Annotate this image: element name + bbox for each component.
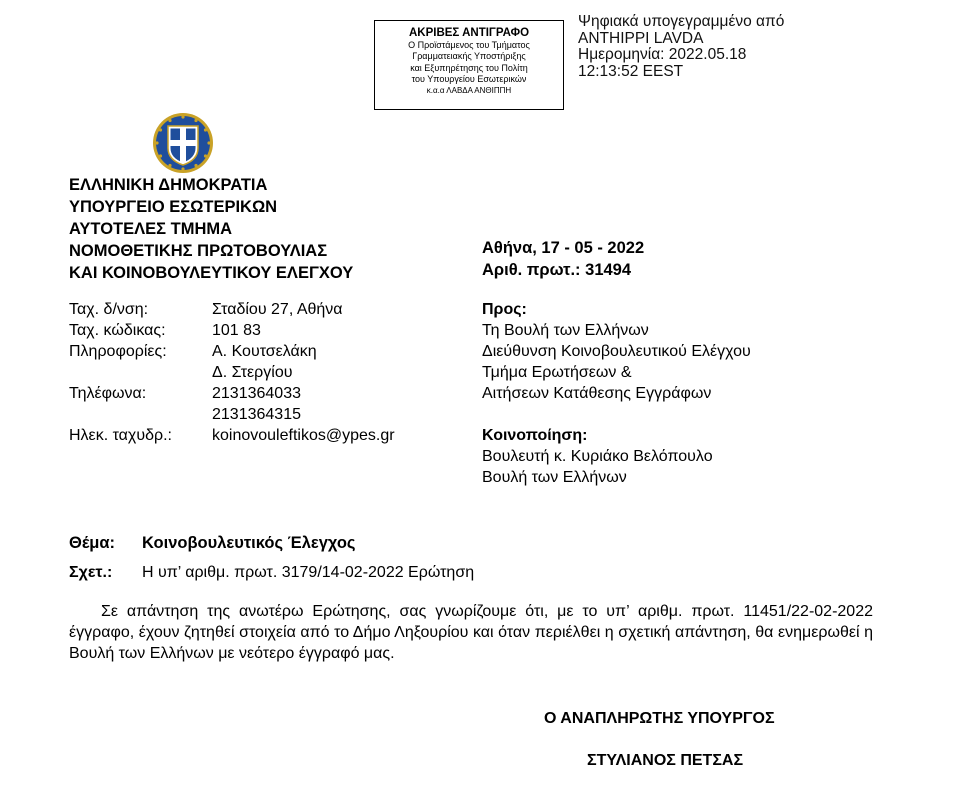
relation-label: Σχετ.: xyxy=(69,564,113,581)
to-label: Προς: xyxy=(482,301,527,318)
contact-value: 101 83 xyxy=(212,322,261,339)
stamp-line: και Εξυπηρέτησης του Πολίτη xyxy=(410,62,528,73)
stamp-line: κ.α.α ΛΑΒΔΑ ΑΝΘΙΠΠΗ xyxy=(426,86,512,96)
email-link: koinovouleftikos@ypes.gr xyxy=(212,427,395,444)
signature-line: ANTHIPPI LAVDA xyxy=(578,29,704,47)
header-line: ΥΠΟΥΡΓΕΙΟ ΕΣΩΤΕΡΙΚΩΝ xyxy=(69,198,278,216)
stamp-line: Γραμματειακής Υποστήριξης xyxy=(412,51,526,62)
relation-line xyxy=(69,563,474,583)
contact-value: Α. Κουτσελάκη xyxy=(212,343,317,360)
body-paragraph: Σε απάντηση της ανωτέρω Ερώτησης, σας γνωρίζουμε ότι, με το υπ’ αριθμ. πρωτ. 11451/22-02-2022 έγγραφο, έχουν ζητηθεί στοιχεία από το Δήμο Ληξουρίου και όταν περιέλθει η σχετική απάντηση, θα ενημερωθεί η Βουλή των Ελλήνων με νεότερο έγγραφό μας. xyxy=(69,603,873,662)
contact-row xyxy=(69,404,395,425)
contact-label: Ταχ. δ/νση: xyxy=(69,301,149,318)
subject-label: Θέμα: xyxy=(69,534,116,552)
cc-line: Βουλή των Ελλήνων xyxy=(482,469,627,486)
relation-value: Η υπ’ αριθμ. πρωτ. 3179/14-02-2022 Ερώτηση xyxy=(142,564,475,581)
contact-label: Ηλεκ. ταχυδρ.: xyxy=(69,427,172,444)
recipient-line: Τη Βουλή των Ελλήνων xyxy=(482,322,649,339)
contact-value: Σταδίου 27, Αθήνα xyxy=(212,301,343,318)
contact-row xyxy=(69,425,395,446)
signature-line: Ψηφιακά υπογεγραμμένο από xyxy=(578,13,785,30)
subject-line xyxy=(69,533,356,553)
stamp-line: του Υπουργείου Εσωτερικών xyxy=(411,73,527,84)
contact-value: 2131364033 xyxy=(212,385,301,402)
stamp-title: ΑΚΡΙΒΕΣ ΑΝΤΙΓΡΑΦΟ xyxy=(408,27,530,39)
cc-label: Κοινοποίηση: xyxy=(482,427,588,444)
contact-value: Δ. Στεργίου xyxy=(212,364,293,381)
recipient-line: Τμήμα Ερωτήσεων & xyxy=(482,364,632,381)
contact-label xyxy=(69,404,212,425)
header-line: ΑΥΤΟΤΕΛΕΣ ΤΜΗΜΑ xyxy=(69,220,233,238)
signature-line: 12:13:52 EEST xyxy=(578,62,684,80)
certified-copy-stamp xyxy=(374,20,564,110)
contact-details xyxy=(69,299,395,446)
contact-label: Ταχ. κώδικας: xyxy=(69,322,166,339)
contact-label: Τηλέφωνα: xyxy=(69,385,147,402)
document-date: Αθήνα, 17 - 05 - 2022 xyxy=(482,239,645,257)
digital-signature-block xyxy=(578,14,784,80)
recipient-line: Διεύθυνση Κοινοβουλευτικού Ελέγχου xyxy=(482,343,751,360)
header-line: ΚΑΙ ΚΟΙΝΟΒΟΥΛΕΥΤΙΚΟΥ ΕΛΕΓΧΟΥ xyxy=(69,264,354,282)
subject-value: Κοινοβουλευτικός Έλεγχος xyxy=(142,534,356,552)
recipients-block xyxy=(482,299,751,488)
signatory-title: Ο ΑΝΑΠΛΗΡΩΤΗΣ ΥΠΟΥΡΓΟΣ xyxy=(544,710,775,727)
signatory-name: ΣΤΥΛΙΑΝΟΣ ΠΕΤΣΑΣ xyxy=(587,752,744,769)
contact-row xyxy=(69,383,395,404)
contact-label: Πληροφορίες: xyxy=(69,343,167,360)
contact-row xyxy=(69,320,395,341)
contact-row xyxy=(69,362,395,383)
contact-row xyxy=(69,299,395,320)
cc-line: Βουλευτή κ. Κυριάκο Βελόπουλο xyxy=(482,448,713,465)
recipient-line: Αιτήσεων Κατάθεσης Εγγράφων xyxy=(482,385,712,402)
header-line: ΝΟΜΟΘΕΤΙΚΗΣ ΠΡΩΤΟΒΟΥΛΙΑΣ xyxy=(69,242,328,260)
contact-row xyxy=(69,341,395,362)
header-line: ΕΛΛΗΝΙΚΗ ΔΗΜΟΚΡΑΤΙΑ xyxy=(69,176,268,194)
greek-coat-of-arms-icon xyxy=(152,112,214,174)
issuer-header xyxy=(69,174,353,284)
stamp-line: Ο Προϊστάμενος του Τμήματος xyxy=(408,40,530,50)
date-protocol-block xyxy=(482,237,644,281)
contact-label xyxy=(69,362,212,383)
signature-line: Ημερομηνία: 2022.05.18 xyxy=(578,46,747,63)
protocol-number: Αριθ. πρωτ.: 31494 xyxy=(482,261,632,279)
contact-value: 2131364315 xyxy=(212,406,301,423)
